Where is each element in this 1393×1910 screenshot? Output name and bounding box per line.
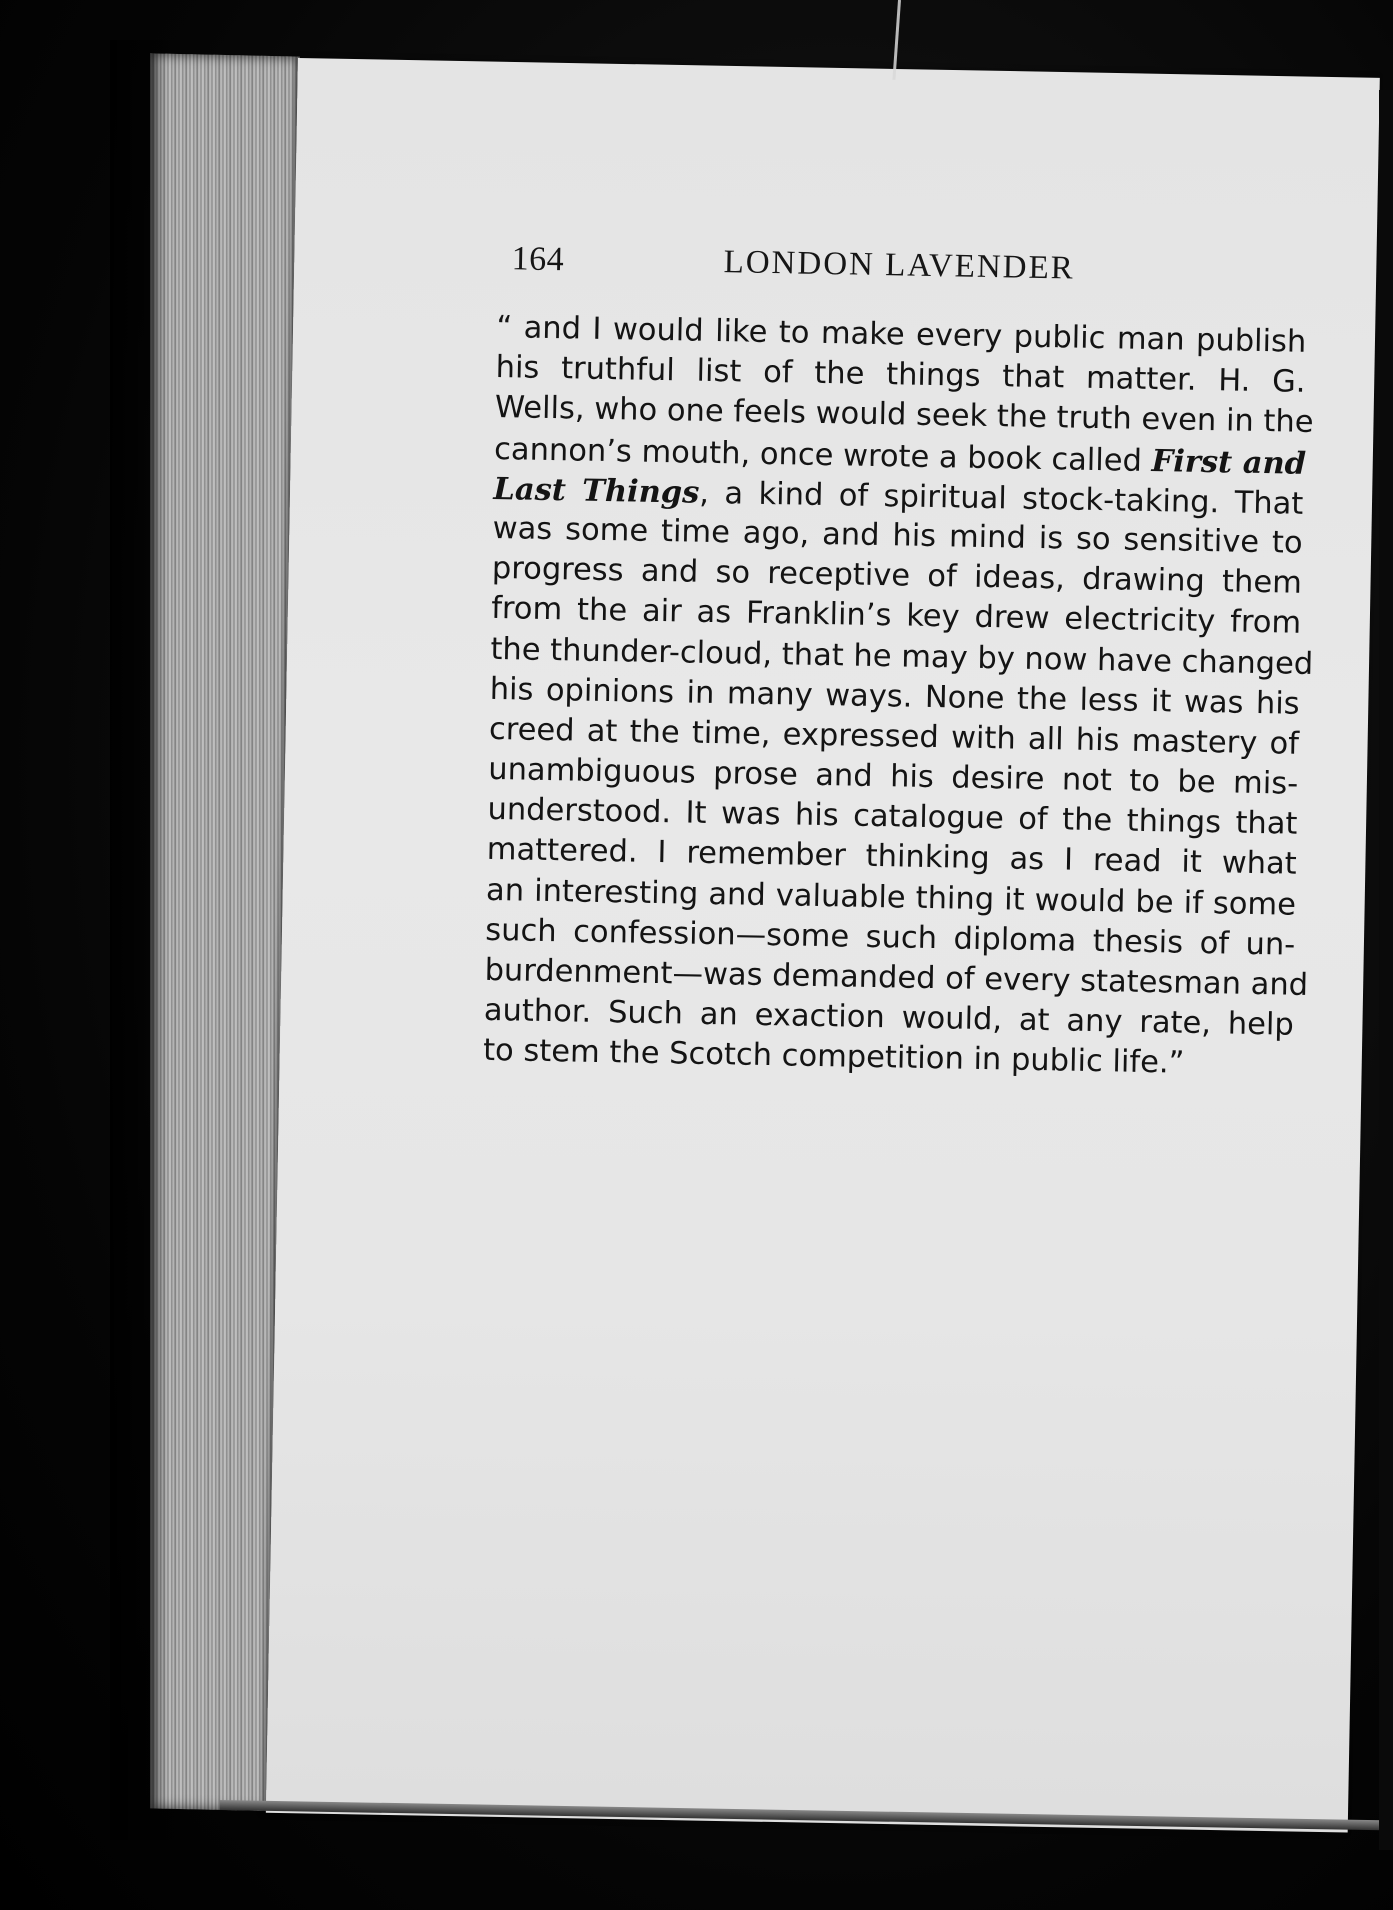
text-segment: author. Such an exaction would, at any rate, help [483, 993, 1295, 1043]
book-title: LONDON LAVENDER [723, 244, 1076, 287]
text-segment: his truthful list of the things that matter. H. G. [495, 350, 1306, 401]
text-segment: unambiguous prose and his desire not to be mis- [487, 751, 1299, 802]
text-segment: Wells, who one feels would seek the truth even in the [494, 390, 1314, 441]
text-segment: understood. It was his catalogue of the things that [487, 792, 1298, 842]
text-segment: the thunder-cloud, that he may by now have changed [490, 631, 1314, 682]
text-segment: creed at the time, expressed with all his mastery of [488, 711, 1300, 762]
text-segment: to stem the Scotch competition in public life.” [482, 1033, 1185, 1082]
italic-title: First and [1151, 442, 1307, 482]
text-segment: , a kind of spiritual stock-taking. That [699, 475, 1304, 522]
text-segment: cannon’s mouth, once wrote a book called [493, 431, 1152, 479]
right-shadow-edge [1379, 90, 1393, 1850]
text-segment: an interesting and valuable thing it would be if some [485, 872, 1297, 923]
page-number: 164 [511, 240, 565, 279]
page-text-block [482, 240, 1314, 1086]
text-segment: progress and so receptive of ideas, drawing them [491, 551, 1303, 601]
italic-title: Last Things [493, 470, 700, 511]
text-segment: was some time ago, and his mind is so sensitive to [492, 510, 1303, 561]
text-segment: mattered. I remember thinking as I read it what [486, 832, 1298, 883]
body-paragraph [482, 308, 1314, 1086]
text-segment: burdenment—was demanded of every statesman and [484, 952, 1309, 1003]
text-segment: “ and I would like to make every public man publish [496, 309, 1307, 360]
text-segment: his opinions in many ways. None the less it was his [489, 671, 1300, 722]
text-segment: such confession—some such diploma thesis of un- [485, 912, 1296, 963]
bookmark-string [892, 0, 901, 80]
text-segment: from the air as Franklin’s key drew electricity from [490, 591, 1302, 642]
